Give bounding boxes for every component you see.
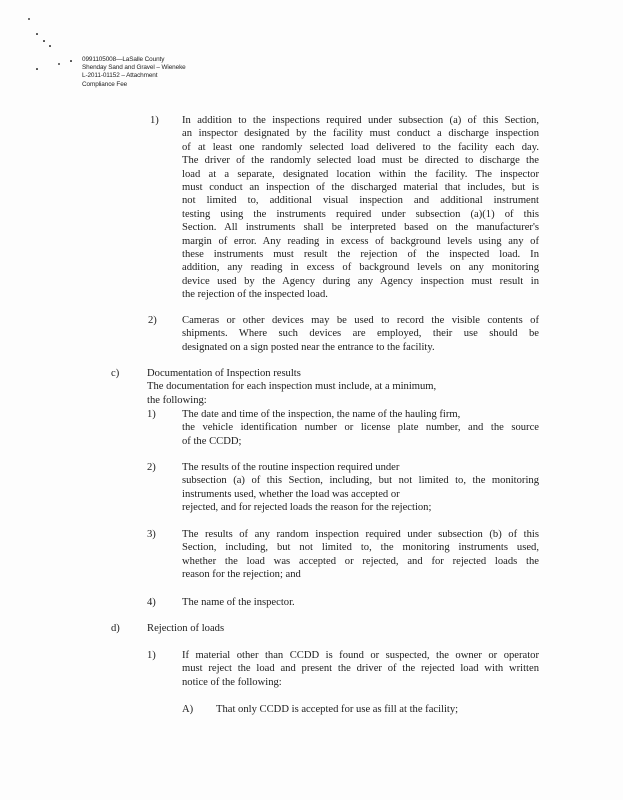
c1-line: The date and time of the inspection, the name of the hauling firm, bbox=[182, 409, 461, 420]
c4-label: 4) bbox=[147, 597, 156, 608]
c3-line: reason for the rejection; and bbox=[182, 569, 301, 581]
b1-line: these instruments must result the rejection of the inspected load. In bbox=[182, 249, 539, 261]
d1-line: must reject the load and present the driver of the rejected load with written bbox=[182, 663, 539, 675]
b1-line: an inspector designated by the facility must conduct a discharge inspection bbox=[182, 128, 539, 140]
b1-line: device used by the Agency during any Agency inspection must result in bbox=[182, 275, 539, 287]
c2-label: 2) bbox=[147, 462, 156, 473]
b1-line: testing using the instruments required under subsection (a)(1) of this bbox=[182, 208, 539, 220]
c4-text: The name of the inspector. bbox=[182, 597, 295, 608]
header-line-4: Compliance Fee bbox=[82, 80, 128, 88]
scan-speck bbox=[28, 18, 30, 20]
document-header bbox=[82, 56, 186, 89]
b1-line: addition, any reading in excess of background levels on any monitoring bbox=[182, 262, 539, 274]
d1a-text: That only CCDD is accepted for use as fill at the facility; bbox=[216, 704, 459, 715]
b1-line: In addition to the inspections required under subsection (a) of this Section, bbox=[182, 115, 539, 126]
section-c-title: Documentation of Inspection results bbox=[147, 368, 301, 379]
c3-line: whether the load was accepted or rejected, and for rejected loads the bbox=[182, 555, 539, 567]
subsection-b1-text bbox=[182, 114, 539, 302]
section-c-intro-2: the following: bbox=[147, 394, 207, 406]
section-c-heading bbox=[147, 367, 547, 407]
b1-line: of at least one randomly selected load delivered to the facility each day. bbox=[182, 141, 539, 153]
header-line-2: Shenday Sand and Gravel – Wieneke bbox=[82, 64, 186, 72]
c3-label: 3) bbox=[147, 529, 156, 540]
subsection-b2-text bbox=[182, 314, 539, 354]
scan-speck bbox=[43, 40, 45, 42]
c2-line: The results of the routine inspection required under bbox=[182, 462, 400, 473]
c3-line: Section, including, but not limited to, the monitoring instruments used, bbox=[182, 542, 539, 554]
section-c-intro-1: The documentation for each inspection must include, at a minimum, bbox=[147, 381, 437, 393]
b1-line: must conduct an inspection of the discharged material that includes, but is bbox=[182, 182, 539, 194]
c3-text bbox=[182, 528, 539, 582]
c2-text bbox=[182, 461, 539, 515]
section-c-label: c) bbox=[111, 368, 120, 379]
c1-line: the vehicle identification number or license plate number, and the source bbox=[182, 422, 539, 434]
subsection-b1-label: 1) bbox=[150, 115, 159, 126]
section-d-title: Rejection of loads bbox=[147, 623, 225, 634]
d1-line: notice of the following: bbox=[182, 676, 282, 688]
scan-speck bbox=[36, 68, 38, 70]
header-line-1: 0991105008—LaSalle County bbox=[82, 56, 165, 63]
subsection-b2-label: 2) bbox=[148, 315, 157, 326]
scan-speck bbox=[49, 45, 51, 47]
b1-line: the rejection of the inspected load. bbox=[182, 289, 328, 301]
d1-line: If material other than CCDD is found or suspected, the owner or operator bbox=[182, 650, 539, 661]
b2-line: Cameras or other devices may be used to record the visible contents of bbox=[182, 315, 539, 326]
b1-line: margin of error. Any reading in excess of background levels using any of bbox=[182, 235, 539, 247]
b2-line: shipments. Where such devices are employed, their use should be bbox=[182, 328, 539, 340]
header-line-3: L-2011-01152 – Attachment bbox=[82, 72, 158, 80]
c2-line: subsection (a) of this Section, including, but not limited to, the monitoring bbox=[182, 475, 539, 487]
b1-line: not limited to, additional visual inspection and additional instrument bbox=[182, 195, 539, 207]
scan-speck bbox=[58, 63, 60, 65]
c2-line: instruments used, whether the load was accepted or bbox=[182, 488, 400, 500]
c1-line: of the CCDD; bbox=[182, 435, 242, 447]
c1-text bbox=[182, 408, 539, 448]
b2-line: designated on a sign posted near the entrance to the facility. bbox=[182, 341, 435, 353]
scan-speck bbox=[36, 33, 38, 35]
b1-line: Section. All instruments shall be interpreted based on the manufacturer's bbox=[182, 222, 539, 234]
d1a-label: A) bbox=[182, 704, 194, 715]
b1-line: load at a separate, designated location within the facility. The inspector bbox=[182, 168, 539, 180]
section-d-label: d) bbox=[111, 623, 120, 634]
d1-label: 1) bbox=[147, 650, 156, 661]
c1-label: 1) bbox=[147, 409, 156, 420]
b1-line: The driver of the randomly selected load must be directed to discharge the bbox=[182, 155, 539, 167]
scan-speck bbox=[70, 60, 72, 62]
c2-line: rejected, and for rejected loads the reason for the rejection; bbox=[182, 502, 432, 514]
c3-line: The results of any random inspection required under subsection (b) of this bbox=[182, 529, 539, 540]
d1-text bbox=[182, 649, 539, 689]
